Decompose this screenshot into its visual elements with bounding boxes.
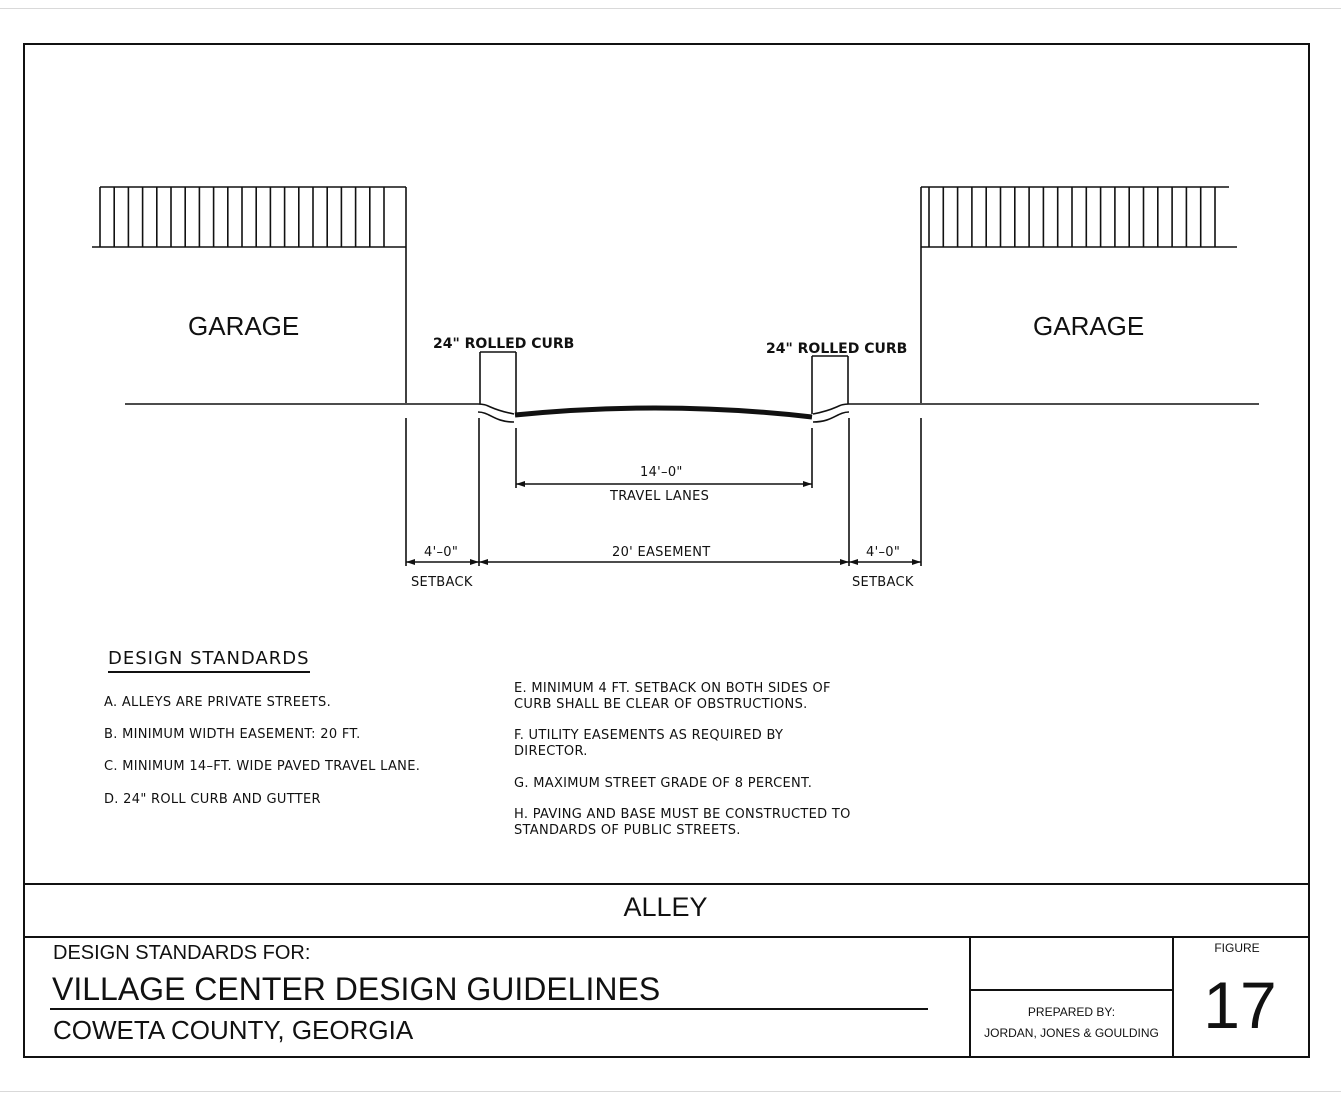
left-curb-label: 24" ROLLED CURB	[433, 336, 575, 352]
standard-f: F. UTILITY EASEMENTS AS REQUIRED BY DIRECTOR.	[514, 728, 784, 759]
design-standards-heading: DESIGN STANDARDS	[108, 650, 310, 673]
right-garage-label: GARAGE	[1033, 311, 1145, 341]
prepared-by-label: PREPARED BY:	[1027, 1005, 1116, 1019]
firm-name: JORDAN, JONES & GOULDING	[984, 1026, 1159, 1040]
pavement-crown	[515, 408, 812, 417]
right-setback-label: SETBACK	[852, 575, 914, 590]
left-setback-dimension: 4'–0"	[424, 545, 459, 560]
figure-number: 17	[1203, 968, 1277, 1042]
easement-arrow-right	[840, 559, 849, 565]
right-setback-dimension: 4'–0"	[866, 545, 901, 560]
project-location: COWETA COUNTY, GEORGIA	[53, 1015, 414, 1045]
setback-left-arrow-a	[406, 559, 415, 565]
drawing-title: ALLEY	[623, 892, 708, 922]
easement-arrow-left	[479, 559, 488, 565]
left-setback-label: SETBACK	[411, 575, 473, 590]
travel-dim-arrow-left	[516, 481, 525, 487]
setback-right-arrow-b	[912, 559, 921, 565]
standard-d: D. 24" ROLL CURB AND GUTTER	[104, 792, 321, 807]
design-standards-for: DESIGN STANDARDS FOR:	[53, 942, 311, 964]
left-garage-label: GARAGE	[188, 311, 300, 341]
left-garage-siding	[100, 187, 384, 247]
right-curb-label: 24" ROLLED CURB	[766, 341, 908, 357]
figure-label: FIGURE	[1214, 941, 1260, 955]
standard-a: A. ALLEYS ARE PRIVATE STREETS.	[104, 695, 332, 710]
standard-g: G. MAXIMUM STREET GRADE OF 8 PERCENT.	[514, 776, 813, 791]
right-garage-siding	[929, 187, 1215, 247]
right-rolled-curb	[813, 404, 849, 422]
travel-lanes-dimension: 14'–0"	[640, 465, 683, 480]
left-rolled-curb	[478, 404, 514, 422]
standard-h: H. PAVING AND BASE MUST BE CONSTRUCTED TO STANDARDS OF PUBLIC STREETS.	[514, 807, 851, 838]
travel-lanes-label: TRAVEL LANES	[610, 489, 710, 504]
project-title: VILLAGE CENTER DESIGN GUIDELINES	[52, 971, 661, 1007]
setback-left-arrow-b	[470, 559, 479, 565]
travel-dim-arrow-right	[803, 481, 812, 487]
standard-b: B. MINIMUM WIDTH EASEMENT: 20 FT.	[104, 727, 361, 742]
standard-c: C. MINIMUM 14–FT. WIDE PAVED TRAVEL LANE.	[104, 759, 421, 774]
setback-right-arrow-a	[849, 559, 858, 565]
easement-label: 20' EASEMENT	[612, 545, 711, 560]
standard-e: E. MINIMUM 4 FT. SETBACK ON BOTH SIDES OF CURB SHALL BE CLEAR OF OBSTRUCTIONS.	[514, 681, 831, 712]
